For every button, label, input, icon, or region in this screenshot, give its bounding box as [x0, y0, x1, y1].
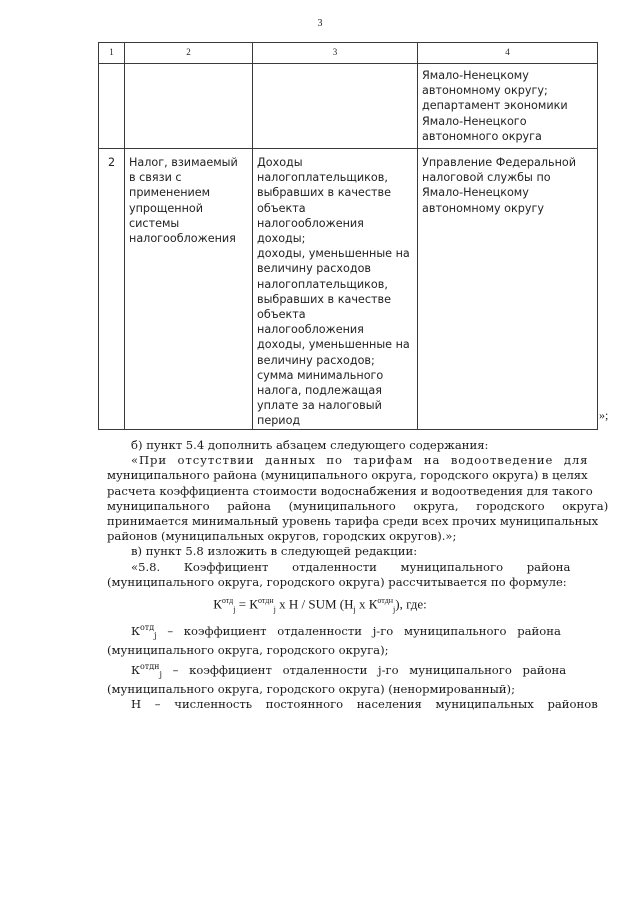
text-line: величину расходов [257, 262, 372, 276]
text-line: налогообложения [129, 232, 236, 246]
cell-tax-administrator [418, 149, 598, 430]
formula-sup: отд [139, 623, 155, 632]
formula-k: К [131, 662, 140, 677]
table-row-2 [99, 149, 598, 430]
paragraph-b: б) пункт 5.4 дополнить абзацем следующего содержания: [131, 438, 489, 452]
text-line: доходы; [257, 232, 306, 246]
text-line: Доходы [257, 156, 303, 169]
header-cell-2: 2 [125, 43, 253, 64]
formula-sup: отдн [377, 596, 394, 605]
text-line: налогообложения [257, 323, 364, 337]
text-line: выбравших в качестве [257, 186, 391, 200]
amendment-text-block [107, 438, 609, 590]
cell-num-empty [99, 64, 125, 149]
formula-k: К [213, 596, 222, 612]
text-line: Налог, взимаемый [129, 156, 238, 169]
text-line: Ямало-Ненецкому [422, 186, 529, 200]
text-line: период [257, 414, 301, 428]
text-line: выбравших в качестве [257, 292, 391, 306]
paragraph-line: «При отсутствии данных по тарифам на водоотведение для [131, 453, 589, 468]
text-line: объекта [257, 201, 306, 215]
cell-tax-base [253, 149, 418, 430]
formula-sup: отдн [139, 661, 160, 671]
formula-part: x Н / SUM (Н [275, 596, 354, 612]
formula-sub: j [233, 604, 236, 614]
paragraph-v: в) пункт 5.8 изложить в следующей редакции: [131, 544, 418, 559]
text-line: налогоплательщиков, [257, 277, 388, 291]
cell-tax-name [125, 149, 253, 430]
paragraph-line: принимается минимальный уровень тарифа среди всех прочих муниципальных [107, 514, 599, 529]
definition-line: Н – численность постоянного населения муниципальных районов [131, 697, 598, 712]
definition-line: (муниципального округа, городского округа); [107, 643, 389, 658]
formula-sub: j [154, 631, 157, 641]
text-line: объекта [257, 308, 306, 322]
formula-sub: j [353, 604, 356, 614]
tax-table [98, 42, 598, 430]
text-line: автономному округу [422, 201, 545, 215]
formula-sub: j [273, 604, 276, 614]
formula [0, 596, 640, 614]
paragraph-line: районов (муниципальных округов, городских округов).»; [107, 529, 457, 544]
text-line: применением [129, 186, 211, 200]
header-cell-4: 4 [418, 43, 598, 64]
formula-sub: j [393, 604, 396, 614]
text-line: Ямало-Ненецкого [422, 114, 527, 128]
cell-tax-empty [125, 64, 253, 149]
formula-eq: = [235, 596, 250, 612]
definition-text: – коэффициент отдаленности j-го муниципального района [156, 623, 561, 638]
definition-line [107, 659, 597, 682]
text-line: департамент экономики [422, 99, 568, 113]
paragraph-line: муниципального района (муниципального округа, городского округа) в целях [107, 468, 588, 483]
text-line: доходы, уменьшенные на [257, 247, 410, 261]
text-line: налогоплательщиков, [257, 171, 388, 185]
text-line: Управление Федеральной [422, 156, 577, 169]
formula-sup: отд [221, 596, 234, 605]
text-line: величину расходов; [257, 353, 375, 367]
cell-administrator-continued [418, 64, 598, 149]
definition-text: – коэффициент отдаленности j-го муниципального района [161, 662, 567, 677]
formula-sup: отдн [257, 596, 274, 605]
table-header-row [99, 43, 598, 64]
table-row-continued [99, 64, 598, 149]
paragraph-line: муниципального района (муниципального округа, городского округа) [107, 498, 609, 513]
definition-line [107, 620, 597, 643]
header-cell-3: 3 [253, 43, 418, 64]
cell-base-empty [253, 64, 418, 149]
formula-part: ), где: [395, 596, 427, 612]
text-line: Ямало-Ненецкому [422, 68, 529, 82]
text-line: упрощенной [129, 201, 204, 215]
formula-k: К [131, 623, 140, 638]
text-line: уплате за налоговый [257, 399, 382, 413]
text-line: сумма минимального [257, 368, 384, 382]
paragraph-line: (муниципального округа, городского округа) рассчитывается по формуле: [107, 574, 567, 589]
text-line: налогообложения [257, 216, 364, 230]
text-line: автономного округа [422, 129, 542, 143]
definitions-block [107, 620, 597, 712]
table-closing-quote: »; [599, 408, 609, 422]
page-number: 3 [317, 18, 323, 29]
formula-k: К [249, 596, 258, 612]
header-cell-1: 1 [99, 43, 125, 64]
text-line: налога, подлежащая [257, 384, 382, 398]
text-line: в связи с [129, 171, 182, 185]
formula-part: x К [355, 596, 378, 612]
text-line: системы [129, 216, 180, 230]
formula-sub: j [159, 669, 162, 679]
definition-line: (муниципального округа, городского округа) (ненормированный); [107, 681, 515, 696]
cell-row-number: 2 [99, 149, 125, 430]
text-line: автономному округу; [422, 84, 548, 98]
paragraph-line: «5.8. Коэффициент отдаленности муниципального района [131, 559, 571, 574]
paragraph-line: расчета коэффициента стоимости водоснабжения и водоотведения для такого [107, 483, 593, 498]
text-line: доходы, уменьшенные на [257, 338, 410, 352]
text-line: налоговой службы по [422, 171, 551, 185]
